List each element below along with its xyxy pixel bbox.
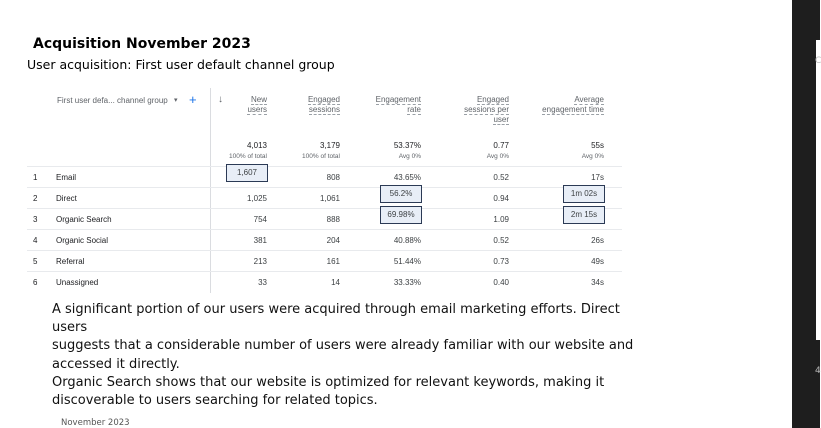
- column-header[interactable]: [270, 95, 340, 115]
- table-cell: 161: [326, 257, 340, 266]
- slide-title: Acquisition November 2023: [33, 36, 251, 52]
- column-header-line: user: [493, 115, 509, 124]
- table-cell: 33.33%: [393, 278, 421, 287]
- column-header-line: New: [250, 95, 267, 104]
- table-row[interactable]: [27, 271, 622, 293]
- table-cell: 14: [331, 278, 340, 287]
- slide-footer: November 2023: [61, 418, 130, 428]
- column-total-subtext: Avg 0%: [486, 153, 509, 160]
- add-dimension-icon[interactable]: +: [189, 92, 197, 107]
- table-row[interactable]: [27, 229, 622, 251]
- table-row[interactable]: [27, 187, 622, 209]
- column-header-line: sessions per: [464, 105, 509, 114]
- table-cell: 1.09: [493, 215, 509, 224]
- table-cell: 26s: [591, 236, 604, 245]
- table-row[interactable]: [27, 166, 622, 188]
- column-header-line: Engagement: [375, 95, 421, 104]
- column-header-line: engagement time: [542, 105, 604, 114]
- highlighted-cell: 1,607: [226, 164, 268, 182]
- adjacent-slide-edge: [816, 40, 820, 340]
- table-cell: 888: [326, 215, 340, 224]
- column-header[interactable]: [351, 95, 421, 115]
- commentary-text: [52, 301, 642, 410]
- table-cell: 204: [326, 236, 340, 245]
- table-cell: 0.52: [493, 236, 509, 245]
- channel-name: Unassigned: [56, 278, 99, 287]
- table-cell: 40.88%: [393, 236, 421, 245]
- highlighted-cell: 1m 02s: [563, 185, 605, 203]
- highlighted-cell: 2m 15s: [563, 206, 605, 224]
- column-total: 3,179: [319, 141, 340, 150]
- commentary-line: accessed it directly.: [52, 356, 180, 372]
- table-cell: 0.73: [493, 257, 509, 266]
- slide-subtitle: User acquisition: First user default channel group: [27, 57, 335, 72]
- table-cell: 43.65%: [393, 173, 421, 182]
- channel-name: Email: [56, 173, 77, 182]
- channel-name: Referral: [56, 257, 85, 266]
- row-index: 6: [33, 278, 38, 287]
- highlighted-cell: 56.2%: [380, 185, 422, 203]
- dimension-header[interactable]: First user defa... channel group: [57, 96, 168, 105]
- column-header-line: Average: [574, 95, 604, 104]
- commentary-line: discoverable to users searching for related topics.: [52, 393, 378, 409]
- adjacent-slide-mark: C: [815, 56, 821, 66]
- channel-name: Organic Social: [56, 236, 109, 245]
- table-cell: 51.44%: [393, 257, 421, 266]
- table-cell: 17s: [591, 173, 604, 182]
- table-cell: 1,025: [246, 194, 267, 203]
- table-cell: 808: [326, 173, 340, 182]
- table-cell: 34s: [591, 278, 604, 287]
- table-cell: 0.94: [493, 194, 509, 203]
- row-index: 4: [33, 236, 38, 245]
- commentary-line: A significant portion of our users were acquired through email marketing efforts. Direct users: [52, 302, 620, 336]
- adjacent-slide-mark: 4: [815, 366, 821, 376]
- sort-arrow-icon[interactable]: ↓: [218, 94, 223, 105]
- commentary-line: suggests that a considerable number of users were already familiar with our website and: [52, 338, 634, 354]
- column-total-subtext: 100% of total: [229, 153, 267, 160]
- acquisition-table: [27, 88, 622, 293]
- column-header-line: sessions: [308, 105, 340, 114]
- table-cell: 754: [253, 215, 267, 224]
- table-row[interactable]: [27, 208, 622, 230]
- column-header[interactable]: [514, 95, 604, 115]
- column-header[interactable]: [431, 95, 509, 125]
- row-index: 3: [33, 215, 38, 224]
- highlighted-cell: 69.98%: [380, 206, 422, 224]
- chevron-down-icon[interactable]: ▾: [174, 97, 178, 104]
- column-total: 53.37%: [393, 141, 421, 150]
- channel-name: Organic Search: [56, 215, 112, 224]
- column-total-subtext: Avg 0%: [398, 153, 421, 160]
- column-header-line: Engaged: [307, 95, 340, 104]
- table-cell: 213: [253, 257, 267, 266]
- column-header-line: rate: [407, 105, 421, 114]
- table-cell: 0.40: [493, 278, 509, 287]
- column-total-subtext: Avg 0%: [581, 153, 604, 160]
- table-row[interactable]: [27, 250, 622, 272]
- column-total: 0.77: [493, 141, 509, 150]
- table-cell: 1,061: [319, 194, 340, 203]
- column-total: 55s: [591, 141, 604, 150]
- row-index: 1: [33, 173, 38, 182]
- table-cell: 33: [258, 278, 267, 287]
- table-cell: 0.52: [493, 173, 509, 182]
- row-index: 5: [33, 257, 38, 266]
- table-cell: 381: [253, 236, 267, 245]
- channel-name: Direct: [56, 194, 77, 203]
- table-cell: 49s: [591, 257, 604, 266]
- column-header-line: users: [247, 105, 267, 114]
- column-total: 4,013: [246, 141, 267, 150]
- column-header[interactable]: [197, 95, 267, 115]
- row-index: 2: [33, 194, 38, 203]
- column-header-line: Engaged: [476, 95, 509, 104]
- column-total-subtext: 100% of total: [302, 153, 340, 160]
- commentary-line: Organic Search shows that our website is optimized for relevant keywords, making it: [52, 374, 605, 390]
